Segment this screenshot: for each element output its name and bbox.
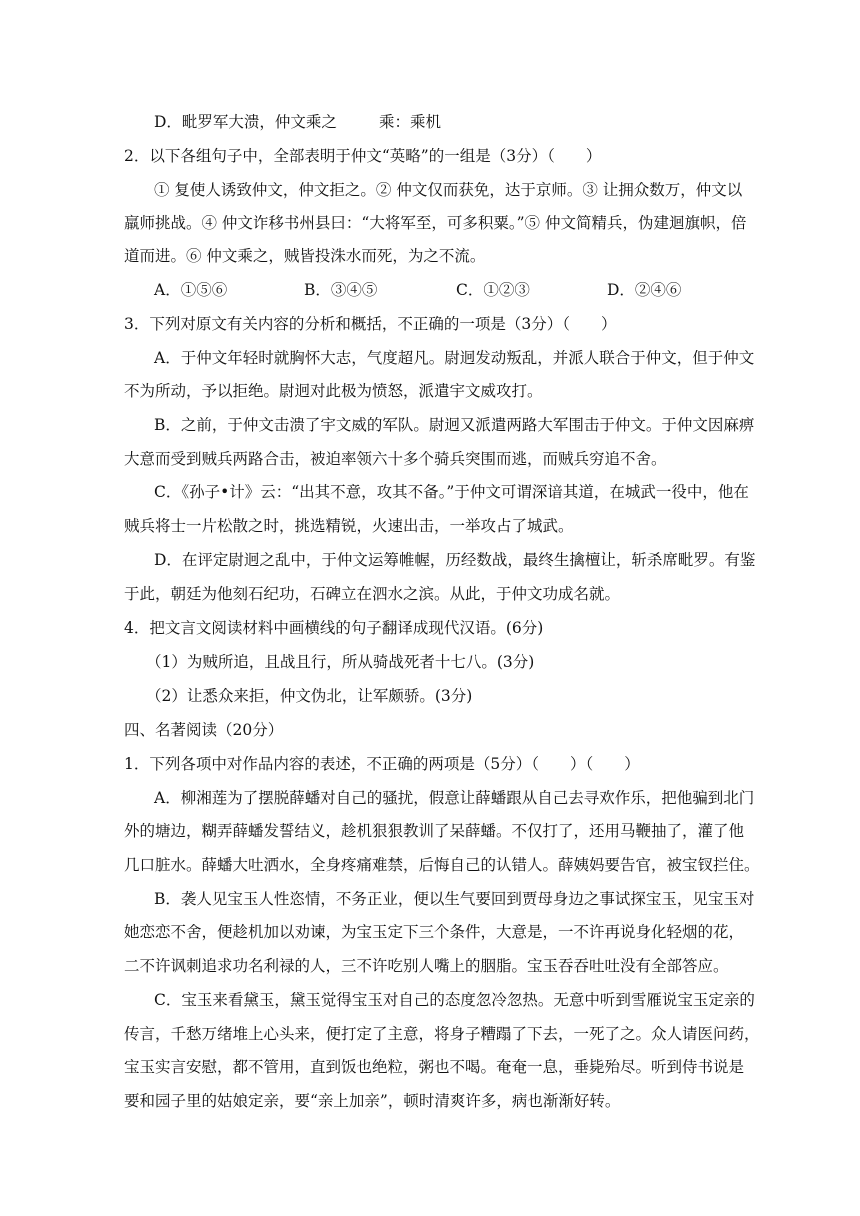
q2-option-d: D．②④⑥ <box>607 281 682 299</box>
q2-option-c: C．①②③ <box>456 281 530 299</box>
mq1-option-b-line-3: 二不许讽刺追求功名利禄的人，三不许吃别人嘴上的胭脂。宝玉吞吞吐吐没有全部答应。 <box>124 957 729 975</box>
q2-sentences-line-2: 羸师挑战。④ 仲文诈移书州县曰：“大将军至，可多积粟。”⑤ 仲文简精兵，伪建迴旗帜，倍 <box>124 214 747 232</box>
q2-sentences-line-3: 道而进。⑥ 仲文乘之，贼皆投洙水而死，为之不流。 <box>124 247 486 265</box>
q3-option-c-line-2: 贼兵将士一片松散之时，挑选精锐，火速出击，一举攻占了城武。 <box>124 517 574 535</box>
q3-option-b-line-1: B．之前，于仲文击溃了宇文威的军队。尉迥又派遣两路大军围击于仲文。于仲文因麻痹 <box>154 416 755 434</box>
section-4-heading: 四、名著阅读（20分） <box>124 721 284 739</box>
q2-sentences-line-1: ① 复使人诱致仲文，仲文拒之。② 仲文仅而获免，达于京师。③ 让拥众数万，仲文以 <box>154 181 743 199</box>
q3-option-b-line-2: 大意而受到贼兵两路合击，被迫率领六十多个骑兵突围而逃，而贼兵穷追不舍。 <box>124 450 667 468</box>
q4-sentence-2-text: （2）让悉众来拒，仲文伪北，让军颇骄。 <box>146 687 435 705</box>
q2-stem: 2．以下各组句子中，全部表明于仲文“英略”的一组是（3分）（ ） <box>124 147 602 165</box>
mq1-option-c-line-1: C．宝玉来看黛玉，黛玉觉得宝玉对自己的态度忽冷忽热。无意中听到雪雁说宝玉定亲的 <box>154 991 755 1009</box>
mq1-option-c-line-4: 要和园子里的姑娘定亲，要“亲上加亲”，顿时清爽许多，病也渐渐好转。 <box>124 1092 621 1110</box>
q2-option-a: A．①⑤⑥ <box>154 281 228 299</box>
mq1-option-a-line-2: 外的塘边，糊弄薛蟠发誓结义，趁机狠狠教训了呆薛蟠。不仅打了，还用马鞭抽了，灌了他 <box>124 822 745 840</box>
q3-option-d-line-1: D．在评定尉迥之乱中，于仲文运筹帷幄，历经数战，最终生擒檀让，斩杀席毗罗。有鉴 <box>154 551 756 569</box>
q2-option-b: B．③④⑤ <box>304 281 378 299</box>
mq1-option-a-line-3: 几口脏水。薛蟠大吐洒水，全身疼痛难禁，后悔自己的认错人。薛姨妈要告官，被宝钗拦住。 <box>124 856 760 874</box>
q4-sentence-2-score: (3分) <box>434 687 473 705</box>
q4-stem: 4．把文言文阅读材料中画横线的句子翻译成现代汉语。(6分) <box>124 619 544 637</box>
q1-option-d <box>0 112 860 132</box>
mq1-option-b-line-1: B．袭人见宝玉人性恣情，不务正业，便以生气要回到贾母身边之事试探宝玉，见宝玉对 <box>154 890 755 908</box>
q3-option-c-line-1: C．《孙子•计》云：“出其不意，攻其不备。”于仲文可谓深谙其道，在城武一役中，他在 <box>154 483 749 501</box>
q3-stem: 3．下列对原文有关内容的分析和概括，不正确的一项是（3分）（ ） <box>124 315 617 333</box>
q4-sentence-1-text: （1）为贼所追，且战且行，所从骑战死者十七八。 <box>146 653 497 671</box>
q3-option-d-line-2: 于此，朝廷为他刻石纪功，石碑立在泗水之滨。从此，于仲文功成名就。 <box>124 585 621 603</box>
q4-sentence-2 <box>0 686 860 706</box>
q4-sentence-1-score: (3分) <box>496 653 535 671</box>
q1-option-d-label: D．毗罗军大溃，仲文乘之 <box>154 113 337 131</box>
mq1-option-b-line-2: 她恋恋不舍，便趁机加以劝谏，为宝玉定下三个条件，大意是，一不许再说身化轻烟的花， <box>124 923 745 941</box>
q3-option-a-line-1: A．于仲文年轻时就胸怀大志，气度超凡。尉迥发动叛乱，并派人联合于仲文，但于仲文 <box>154 349 755 367</box>
mq1-option-a-line-1: A．柳湘莲为了摆脱薛蟠对自己的骚扰，假意让薛蟠跟从自己去寻欢作乐，把他骗到北门 <box>154 789 755 807</box>
q1-option-d-gloss: 乘：乘机 <box>378 113 441 131</box>
mq1-option-c-line-2: 传言，千愁万绪堆上心头来，便打定了主意，将身子糟蹋了下去，一死了之。众人请医问药， <box>124 1025 760 1043</box>
q4-sentence-1 <box>0 652 860 672</box>
q3-option-a-line-2: 不为所动，予以拒绝。尉迥对此极为愤怒，派遣宇文威攻打。 <box>124 382 543 400</box>
mq1-stem: 1．下列各项中对作品内容的表述，不正确的两项是（5分）（ ）（ ） <box>124 755 640 773</box>
mq1-option-c-line-3: 宝玉实言安慰，都不管用，直到饭也绝粒，粥也不喝。奄奄一息，垂毙殆尽。听到侍书说是 <box>124 1058 745 1076</box>
